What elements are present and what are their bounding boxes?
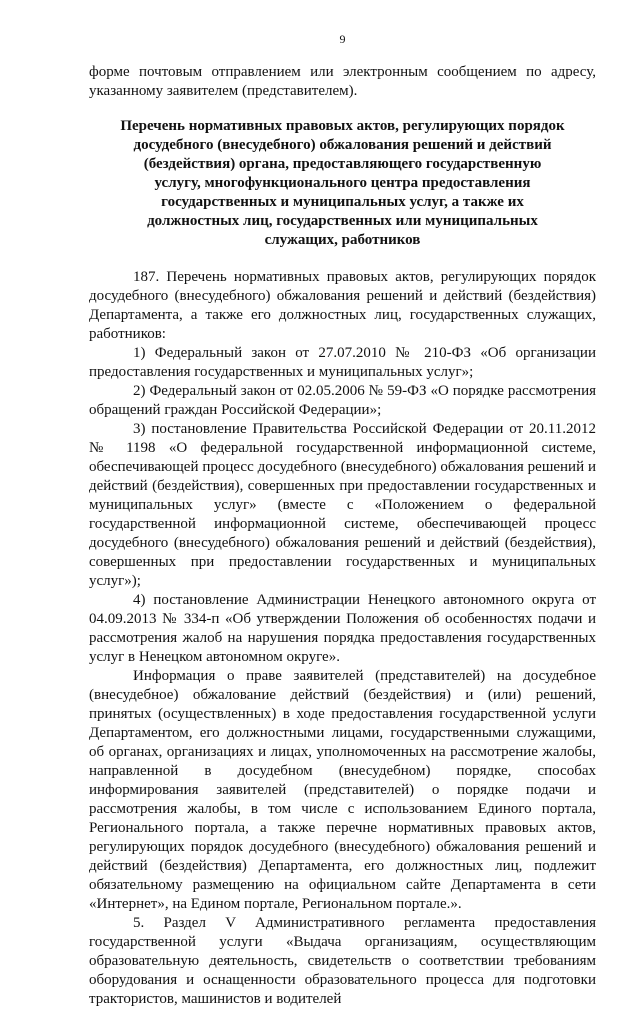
paragraph-5: 5. Раздел V Административного регламента предоставления государственной услуги «Выдача организациям, осуществляющим образовательную деятельность, свидетельств о соответствии требованиям оборудования и оснащенности образовательного процесса для подготовки трактористов, машинистов и водителей xyxy=(89,915,596,1007)
heading-line: должностных лиц, государственных или муниципальных xyxy=(147,213,538,229)
heading-line: служащих, работников xyxy=(264,232,421,248)
heading-line: услугу, многофункционального центра предоставления xyxy=(154,175,531,191)
heading-line: досудебного (внесудебного) обжалования решений и действий xyxy=(133,137,552,153)
list-item-2: 2) Федеральный закон от 02.05.2006 № 59-ФЗ «О порядке рассмотрения обращений граждан Российской Федерации»; xyxy=(89,383,596,418)
paragraph-187: 187. Перечень нормативных правовых актов, регулирующих порядок досудебного (внесудебного) обжалования решений и действий (бездействия) Департамента, а также его должностных лиц, государственных служащих, работников: xyxy=(89,269,596,342)
list-item-3: 3) постановление Правительства Российской Федерации от 20.11.2012 № 1198 «О федеральной государственной информационной системе, обеспечивающей процесс досудебного (внесудебного) обжалования решений и действий (бездействия), совершенных при предоставлении государственных и муниципальных услуг» (вместе с «Положением о федеральной государственной информационной системе, обеспечивающей процесс досудебного (внесудебного) обжалования решений и действий (бездействия), совершенных при предоставлении государственных и муниципальных услуг»); xyxy=(89,421,596,589)
information-paragraph: Информация о праве заявителей (представителей) на досудебное (внесудебное) обжалование действий (бездействия) и (или) решений, принятых (осуществленных) в ходе предоставления государственной услуги Департаментом, его должностными лицами, государственными служащими, об органах, организациях и лицах, уполномоченных на рассмотрение жалобы, направленной в досудебном (внесудебном) порядке, способах информирования заявителей (представителей) о порядке подачи и рассмотрения жалобы, в том числе с использованием Единого портала, Регионального портала, а также перечне нормативных правовых актов, регулирующих порядок досудебного (внесудебного) обжалования решений и действий (бездействия) Департамента, его должностных лиц, подлежит обязательному размещению на официальном сайте Департамента в сети «Интернет», на Едином портале, Региональном портале.». xyxy=(89,668,596,912)
heading-line: Перечень нормативных правовых актов, регулирующих порядок xyxy=(120,118,565,134)
page-number: 9 xyxy=(339,32,346,46)
heading-line: (бездействия) органа, предоставляющего государственную xyxy=(143,156,542,172)
heading-line: государственных и муниципальных услуг, а также их xyxy=(161,194,524,210)
list-item-4: 4) постановление Администрации Ненецкого автономного округа от 04.09.2013 № 334-п «Об утверждении Положения об особенностях подачи и рассмотрения жалоб на нарушения порядка предоставления государственных услуг в Ненецком автономном округе». xyxy=(89,592,596,665)
section-heading xyxy=(89,117,596,250)
list-item-1: 1) Федеральный закон от 27.07.2010 № 210-ФЗ «Об организации предоставления государственных и муниципальных услуг»; xyxy=(89,345,596,380)
intro-paragraph: форме почтовым отправлением или электронным сообщением по адресу, указанному заявителем (представителем). xyxy=(89,64,596,99)
